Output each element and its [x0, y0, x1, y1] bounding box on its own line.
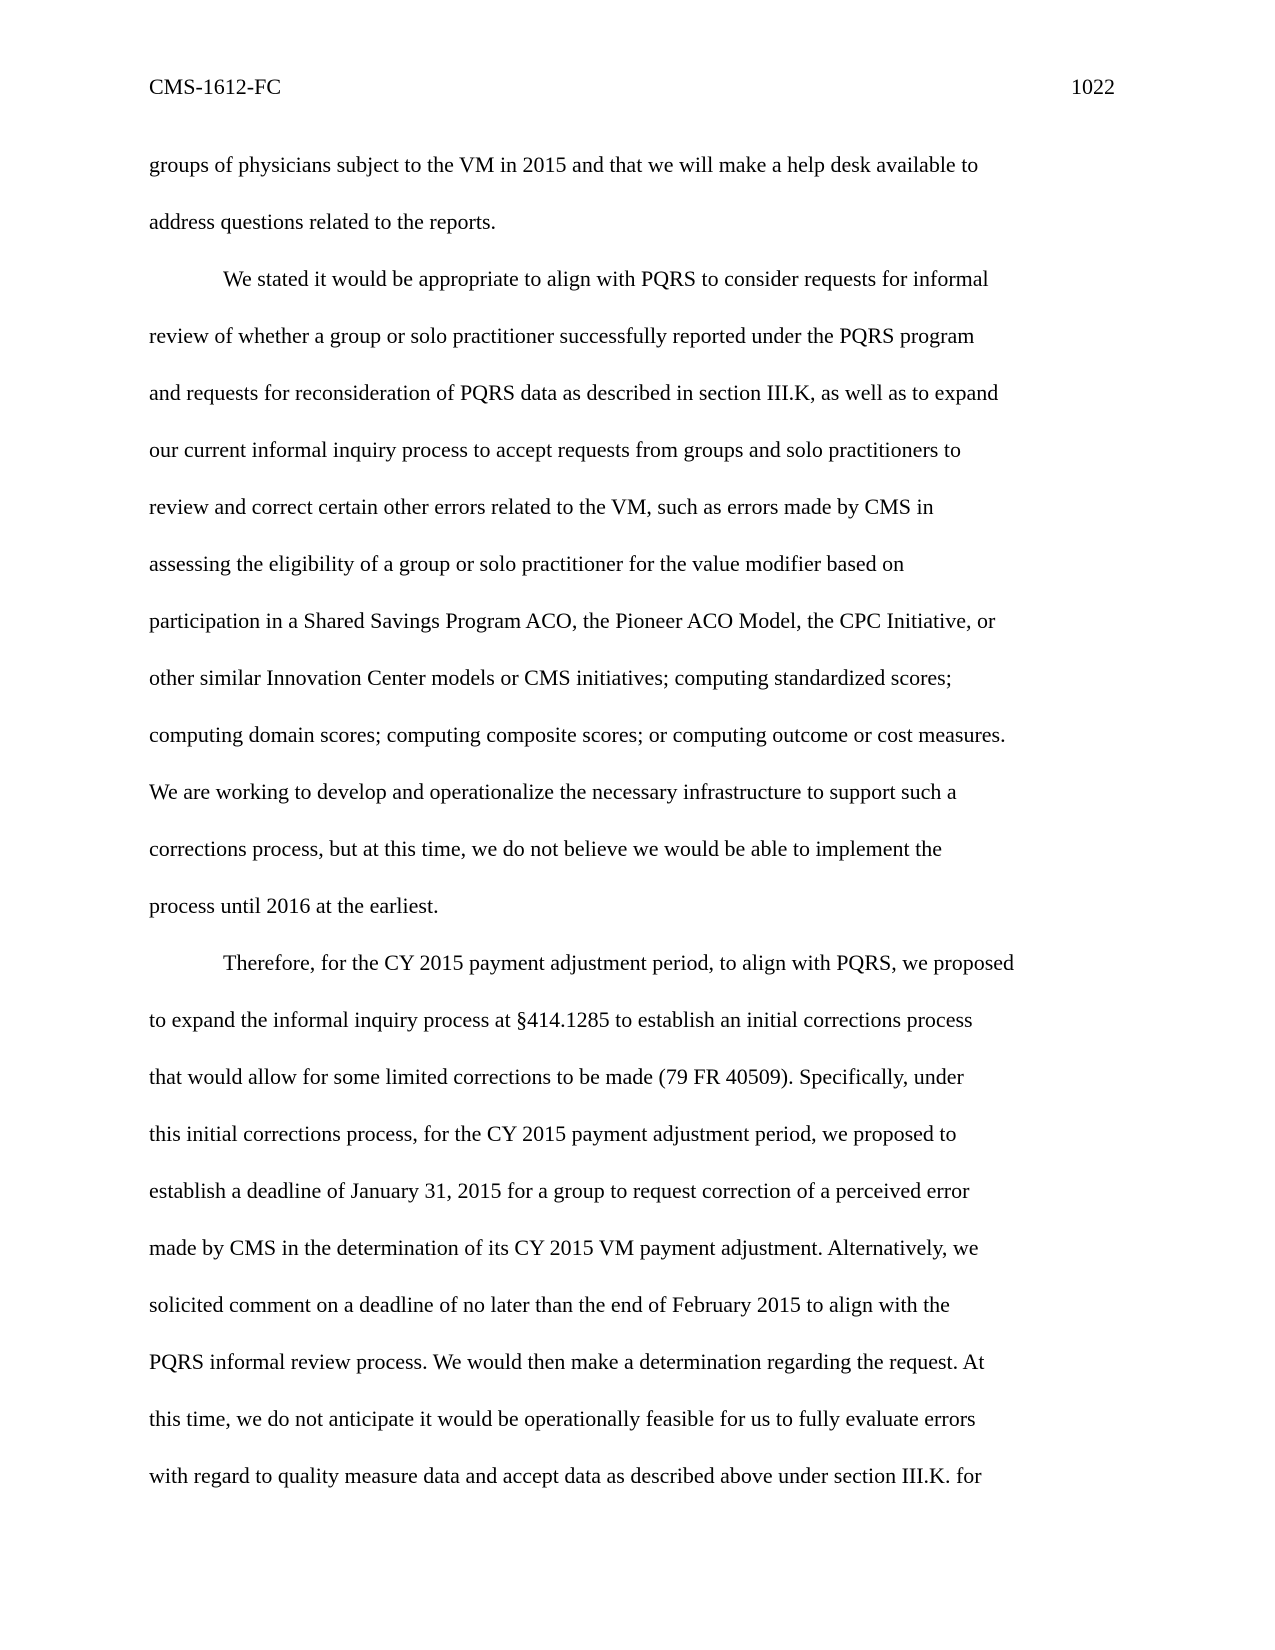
- text-line: review of whether a group or solo practitioner successfully reported under the PQRS program: [149, 323, 975, 348]
- document-id: CMS-1612-FC: [149, 74, 282, 99]
- text-line: PQRS informal review process. We would then make a determination regarding the request. At: [149, 1349, 985, 1374]
- text-line: We are working to develop and operationalize the necessary infrastructure to support such a: [149, 779, 957, 804]
- text-line: and requests for reconsideration of PQRS data as described in section III.K, as well as to expand: [149, 380, 999, 405]
- text-line: assessing the eligibility of a group or solo practitioner for the value modifier based on: [149, 551, 905, 576]
- text-line: made by CMS in the determination of its CY 2015 VM payment adjustment. Alternatively, we: [149, 1235, 979, 1260]
- text-line: this time, we do not anticipate it would be operationally feasible for us to fully evaluate errors: [149, 1406, 976, 1431]
- text-line: solicited comment on a deadline of no later than the end of February 2015 to align with the: [149, 1292, 950, 1317]
- text-line: establish a deadline of January 31, 2015 for a group to request correction of a perceived error: [149, 1178, 970, 1203]
- text-line: address questions related to the reports.: [149, 209, 497, 234]
- text-line: our current informal inquiry process to accept requests from groups and solo practitioners to: [149, 437, 961, 462]
- text-line: process until 2016 at the earliest.: [149, 893, 439, 918]
- text-line: that would allow for some limited corrections to be made (79 FR 40509). Specifically, under: [149, 1064, 964, 1089]
- text-line: groups of physicians subject to the VM in 2015 and that we will make a help desk available to: [149, 152, 979, 177]
- text-line: computing domain scores; computing composite scores; or computing outcome or cost measures.: [149, 722, 1006, 747]
- page-number: 1022: [1071, 74, 1115, 99]
- text-line: review and correct certain other errors related to the VM, such as errors made by CMS in: [149, 494, 934, 519]
- paragraph-first-line: Therefore, for the CY 2015 payment adjustment period, to align with PQRS, we proposed: [223, 950, 1015, 975]
- text-line: to expand the informal inquiry process at §414.1285 to establish an initial corrections process: [149, 1007, 973, 1032]
- paragraph-first-line: We stated it would be appropriate to align with PQRS to consider requests for informal: [223, 266, 989, 291]
- text-line: participation in a Shared Savings Program ACO, the Pioneer ACO Model, the CPC Initiative, or: [149, 608, 996, 633]
- text-line: this initial corrections process, for the CY 2015 payment adjustment period, we proposed to: [149, 1121, 957, 1146]
- text-line: with regard to quality measure data and accept data as described above under section III.K. for: [149, 1463, 982, 1488]
- page-header: [149, 72, 1115, 102]
- text-line: corrections process, but at this time, we do not believe we would be able to implement the: [149, 836, 943, 861]
- document-body: [149, 136, 1119, 1504]
- text-line: other similar Innovation Center models or CMS initiatives; computing standardized scores;: [149, 665, 952, 690]
